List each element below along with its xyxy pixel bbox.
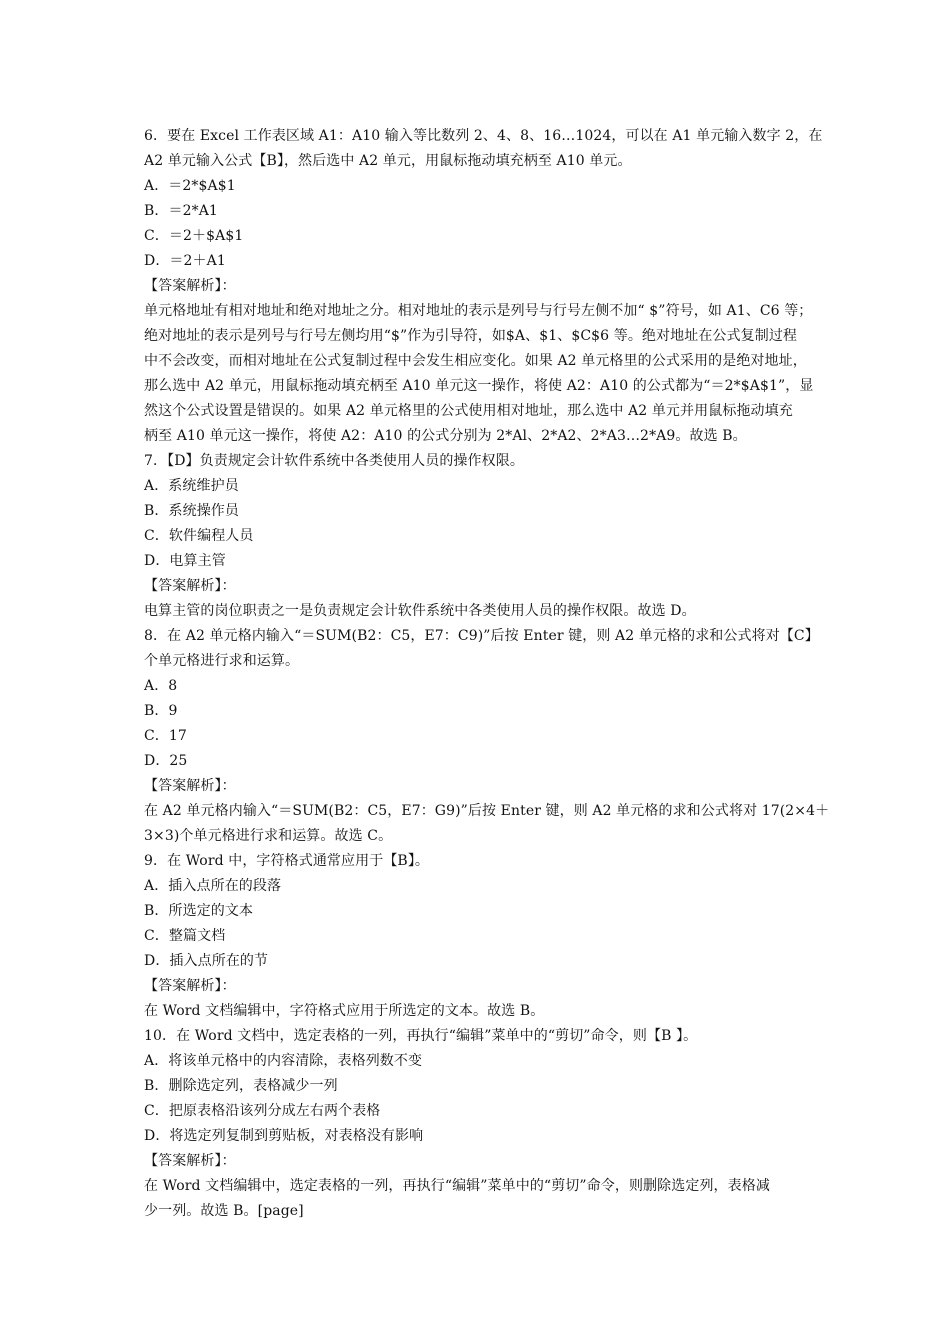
q10-option-a: A．将该单元格中的内容清除，表格列数不变 [144,1053,423,1069]
q10-stem: 10．在 Word 文档中，选定表格的一列，再执行“编辑”菜单中的“剪切”命令，则【B 】。 [144,1028,698,1044]
q7-option-a: A．系统维护员 [144,478,239,494]
q8-explanation-line-1: 在 A2 单元格内输入“＝SUM(B2：C5，E7：G9)”后按 Enter 键，则 A2 单元格的求和公式将对 17(2×4＋ [144,803,830,819]
q7-option-d: D．电算主管 [144,553,226,569]
q8-stem-line-1: 8．在 A2 单元格内输入“＝SUM(B2：C5，E7：C9)”后按 Enter 键，则 A2 单元格的求和公式将对【C】 [144,628,819,644]
q6-stem-line-2: A2 单元输入公式【B】，然后选中 A2 单元，用鼠标拖动填充柄至 A10 单元。 [144,153,632,169]
q10-option-c: C．把原表格沿该列分成左右两个表格 [144,1103,381,1119]
q10-answer-heading: 【答案解析】： [144,1153,236,1169]
q6-option-b: B．＝2*A1 [144,203,218,219]
q9-option-d: D．插入点所在的节 [144,953,269,969]
q8-option-d: D．25 [144,753,188,769]
q9-stem: 9．在 Word 中，字符格式通常应用于【B】。 [144,853,430,869]
q7-stem: 7．【D】负责规定会计软件系统中各类使用人员的操作权限。 [144,453,524,469]
q6-explanation-line-1: 单元格地址有相对地址和绝对地址之分。相对地址的表示是列号与行号左侧不加“ $”符号，如 A1、C6 等； [144,303,813,319]
q8-option-b: B．9 [144,703,178,719]
q6-explanation-line-6: 柄至 A10 单元这一操作，将使 A2：A10 的公式分别为 2*Al、2*A2、2*A3…2*A9。故选 B。 [144,428,747,444]
q9-option-c: C．整篇文档 [144,928,226,944]
q6-explanation-line-3: 中不会改变，而相对地址在公式复制过程中会发生相应变化。如果 A2 单元格里的公式采用的是绝对地址， [144,353,807,369]
q9-explanation: 在 Word 文档编辑中，字符格式应用于所选定的文本。故选 B。 [144,1003,545,1019]
q6-option-d: D．＝2＋A1 [144,253,226,269]
q7-option-c: C．软件编程人员 [144,528,254,544]
q6-answer-heading: 【答案解析】： [144,278,236,294]
q8-answer-heading: 【答案解析】： [144,778,236,794]
q10-option-b: B．删除选定列，表格减少一列 [144,1078,338,1094]
q10-option-d: D．将选定列复制到剪贴板，对表格没有影响 [144,1128,424,1144]
q7-explanation: 电算主管的岗位职责之一是负责规定会计软件系统中各类使用人员的操作权限。故选 D。 [144,603,696,619]
q6-option-c: C．＝2＋$A$1 [144,228,244,244]
q8-explanation-line-2: 3×3)个单元格进行求和运算。故选 C。 [144,828,393,844]
q8-option-a: A．8 [144,678,178,694]
document-body [144,124,830,1224]
q7-answer-heading: 【答案解析】： [144,578,236,594]
q9-answer-heading: 【答案解析】： [144,978,236,994]
q10-explanation-line-2: 少一列。故选 B。[page] [144,1203,304,1219]
q6-explanation-line-5: 然这个公式设置是错误的。如果 A2 单元格里的公式使用相对地址，那么选中 A2 单元并用鼠标拖动填充 [144,403,793,419]
q9-option-a: A．插入点所在的段落 [144,878,282,894]
q8-option-c: C．17 [144,728,187,744]
q10-explanation-line-1: 在 Word 文档编辑中，选定表格的一列，再执行“编辑”菜单中的“剪切”命令，则删除选定列，表格减 [144,1178,770,1194]
q6-explanation-line-4: 那么选中 A2 单元，用鼠标拖动填充柄至 A10 单元这一操作，将使 A2：A10 的公式都为“＝2*$A$1”，显 [144,378,814,394]
q6-stem-line-1: 6．要在 Excel 工作表区域 A1：A10 输入等比数列 2、4、8、16…1024，可以在 A1 单元输入数字 2，在 [144,128,823,144]
q9-option-b: B．所选定的文本 [144,903,254,919]
q6-option-a: A．＝2*$A$1 [144,178,236,194]
q6-explanation-line-2: 绝对地址的表示是列号与行号左侧均用“$”作为引导符，如$A、$1、$C$6 等。绝对地址在公式复制过程 [144,328,798,344]
q8-stem-line-2: 个单元格进行求和运算。 [144,653,300,669]
q7-option-b: B．系统操作员 [144,503,239,519]
